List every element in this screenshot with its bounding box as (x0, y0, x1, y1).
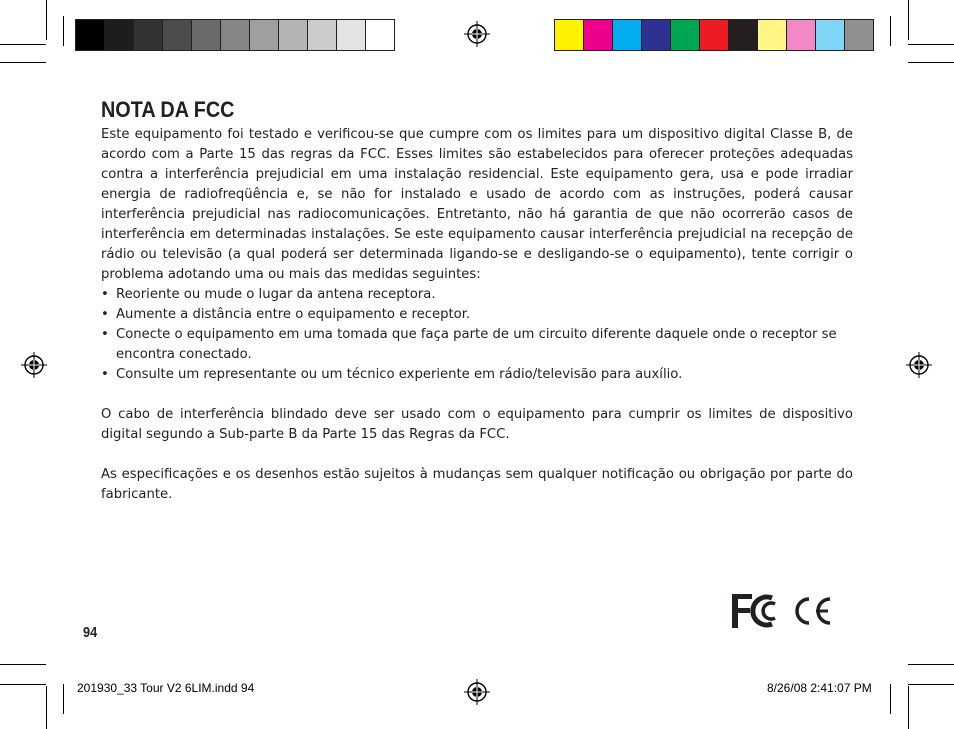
crop-mark (46, 0, 47, 40)
color-swatch (729, 20, 758, 50)
gray-swatch (250, 20, 279, 50)
list-item: • Reoriente ou mude o lugar da antena receptora. (101, 285, 853, 305)
registration-mark-icon (905, 351, 933, 379)
crop-mark (890, 684, 891, 714)
list-item: • Conecte o equipamento em uma tomada que faça parte de um circuito diferente daquele onde o receptor se encontra conectado. (101, 325, 853, 365)
gray-swatch (279, 20, 308, 50)
gray-swatch (337, 20, 366, 50)
timestamp-slug: 8/26/08 2:41:07 PM (767, 681, 872, 695)
certification-logos (728, 590, 838, 636)
color-swatch (584, 20, 613, 50)
registration-mark-icon (463, 678, 491, 706)
color-swatch (642, 20, 671, 50)
registration-mark-icon (20, 351, 48, 379)
crop-mark (908, 44, 954, 45)
crop-mark (908, 62, 954, 63)
crop-mark (0, 684, 46, 685)
crop-mark (890, 16, 891, 46)
gray-color-bar (75, 19, 395, 51)
gray-swatch (134, 20, 163, 50)
color-swatch (671, 20, 700, 50)
file-slug: 201930_33 Tour V2 6LIM.indd 94 (77, 681, 255, 695)
gray-swatch (308, 20, 337, 50)
gray-swatch (76, 20, 105, 50)
process-color-bar (554, 19, 874, 51)
crop-mark (0, 62, 46, 63)
color-swatch (758, 20, 787, 50)
registration-mark-icon (463, 20, 491, 48)
fcc-paragraph: Este equipamento foi testado e verificou-se que cumpre com os limites para um dispositivo digital Classe B, de acordo com a Parte 15 das regras da FCC. Esses limites são estabelecidos para oferecer proteções adequadas contra a interferência prejudicial em uma instalação residencial. Este equipamento gera, usa e pode irradiar energia de radiofreqüência e, se não for instalado e usado de acordo com as instruções, poderá causar interferência prejudicial nas radiocomunicações. Entretanto, não há garantia de que não ocorrerão casos de interferência em determinadas instalações. Se este equipamento causar interferência prejudicial na recepção de rádio ou televisão (a qual poderá ser determinada ligando-se e desligando-se o equipamento), tente corrigir o problema adotando uma ou mais das medidas seguintes: (101, 127, 853, 282)
crop-mark (46, 686, 47, 729)
ce-mark-icon (797, 599, 830, 623)
list-item: • Aumente a distância entre o equipamento e receptor. (101, 305, 853, 325)
page-number: 94 (83, 624, 98, 641)
color-swatch (816, 20, 845, 50)
crop-mark (908, 686, 909, 729)
gray-swatch (192, 20, 221, 50)
specifications-paragraph: As especificações e os desenhos estão sujeitos à mudanças sem qualquer notificação ou obrigação por parte do fabricante. (101, 467, 853, 502)
fcc-logo-icon (732, 594, 775, 628)
color-swatch (845, 20, 873, 50)
cable-paragraph: O cabo de interferência blindado deve ser usado com o equipamento para cumprir os limites de dispositivo digital segundo a Sub-parte B da Parte 15 das Regras da FCC. (101, 407, 853, 442)
color-swatch (555, 20, 584, 50)
gray-swatch (221, 20, 250, 50)
gray-swatch (163, 20, 192, 50)
list-item: • Consulte um representante ou um técnico experiente em rádio/televisão para auxílio. (101, 365, 853, 385)
crop-mark (908, 664, 954, 665)
page-title: NOTA DA FCC (101, 97, 235, 122)
color-swatch (613, 20, 642, 50)
crop-mark (908, 684, 954, 685)
crop-mark (63, 684, 64, 714)
gray-swatch (105, 20, 134, 50)
crop-mark (0, 664, 46, 665)
crop-mark (63, 16, 64, 46)
crop-mark (0, 44, 46, 45)
measures-list (101, 285, 853, 385)
document-body (101, 96, 853, 505)
crop-mark (908, 0, 909, 40)
color-swatch (787, 20, 816, 50)
gray-swatch (366, 20, 394, 50)
color-swatch (700, 20, 729, 50)
